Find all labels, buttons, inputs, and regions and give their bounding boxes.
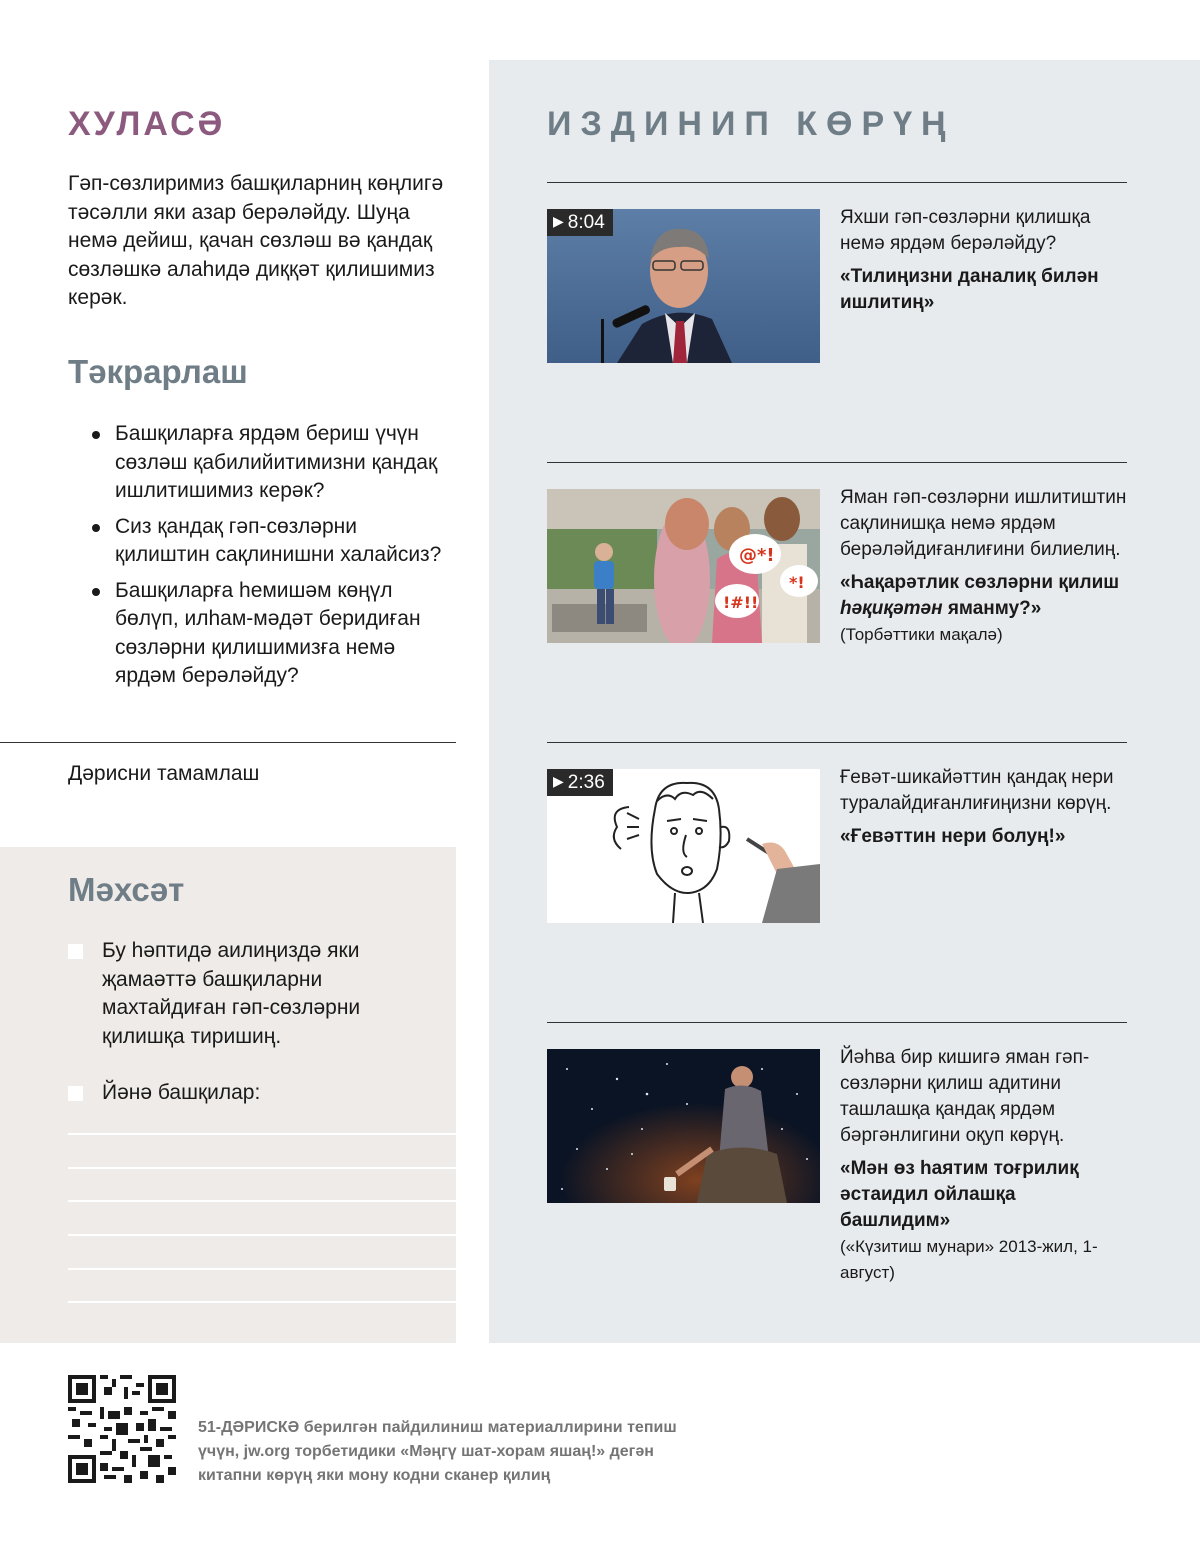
item-source: («Күзитиш мунари» 2013-жил, 1-август) <box>840 1237 1098 1282</box>
explore-item-text <box>840 205 1130 316</box>
explore-item-text <box>840 1045 1130 1286</box>
item-description: Яхши гәп-сөзләрни қилишқа немә ярдәм берәләйду? <box>840 207 1091 254</box>
goal-heading: Мәхсәт <box>68 871 185 908</box>
divider <box>547 1022 1127 1023</box>
write-line[interactable] <box>68 1301 456 1303</box>
qr-code-icon[interactable] <box>68 1375 176 1483</box>
item-title-link[interactable]: «Мән өз һаятим тоғрилиқ әстаидил ойлашқа башлидим» <box>840 1158 1079 1231</box>
bullet-icon <box>92 588 100 596</box>
duration-badge: ▶ 2:36 <box>547 769 613 796</box>
video-thumbnail-drawing[interactable] <box>547 769 820 923</box>
summary-text: Гәп-сөзлиримиз башқиларниң көңлигә тәсәлли яки азар берәләйду. Шуңа немә дейиш, қачан сөзләш вә қандақ сөзләшкә алаһидә диққәт қилишимиз керәк. <box>68 172 444 309</box>
play-icon: ▶ <box>553 773 564 789</box>
bullet-icon <box>92 524 100 532</box>
svg-text:!#!!: !#!! <box>723 593 759 612</box>
review-item: Башқиларға ярдәм бериш үчүн сөзләш қабилийитимизни қандақ ишлитишимиз керәк? <box>92 420 452 506</box>
duration-badge: ▶ 8:04 <box>547 209 613 236</box>
write-line[interactable] <box>68 1268 456 1270</box>
item-description: Йәһва бир кишигә яман гәп-сөзләрни қилиш адитини ташлашқа қандақ ярдәм бәргәнлигини оқуп көрүң. <box>840 1047 1090 1146</box>
divider <box>0 742 456 743</box>
play-icon: ▶ <box>553 213 564 229</box>
item-title-link[interactable]: «Һақарәтлик сөзләрни қилиш һәқиқәтән яманму?» <box>840 572 1120 619</box>
svg-text:*!: *! <box>789 573 805 592</box>
divider <box>547 462 1127 463</box>
goal-item-other[interactable]: Йәнә башқилар: <box>68 1079 438 1108</box>
bullet-icon <box>92 431 100 439</box>
teens-image <box>547 489 820 643</box>
item-title-link[interactable]: «Тилиңизни даналиқ билән ишлитиң» <box>840 266 1099 313</box>
review-item: Башқиларға һемишәм көңүл бөлүп, илһам-мәдәт беридиған сөзләрни қилишимизға немә ярдәм берәләйду? <box>92 577 452 691</box>
explore-item-text <box>840 485 1130 648</box>
complete-lesson-label: Дәрисни тамамлаш <box>68 762 260 785</box>
divider <box>547 742 1127 743</box>
summary-heading: ХУЛАСӘ <box>68 105 226 143</box>
footer-note: 51-ДӘРИСКӘ берилгән пайдилиниш материаллирини тепиш үчүн, jw.org торбетидики «Мәңгү шат-хорам яшаң!» дегән китапни көрүң яки мону кодни сканер қилиң <box>198 1419 677 1484</box>
explore-item-text <box>840 765 1130 850</box>
review-heading: Тәкрарлаш <box>68 353 248 390</box>
checkbox-icon[interactable] <box>68 1086 83 1101</box>
item-source: (Торбәттики мақалә) <box>840 625 1003 644</box>
write-line[interactable] <box>68 1167 456 1169</box>
write-line[interactable] <box>68 1234 456 1236</box>
item-title-link[interactable]: «Ғевәттин нери болуң!» <box>840 826 1066 847</box>
review-list <box>92 420 452 698</box>
checkbox-icon[interactable] <box>68 944 83 959</box>
explore-heading: ИЗДИНИП КӨРҮҢ <box>547 105 955 143</box>
item-description: Ғевәт-шикайәттин қандақ нери туралайдиғанлиғиңизни көрүң. <box>840 767 1114 814</box>
night-sky-image <box>547 1049 820 1203</box>
video-thumbnail-speaker[interactable] <box>547 209 820 363</box>
article-thumbnail-night[interactable] <box>547 1049 820 1203</box>
review-item: Сиз қандақ гәп-сөзләрни қилиштин сақлинишни халайсиз? <box>92 513 452 570</box>
item-description: Яман гәп-сөзләрни ишлитиштин сақлинишқа немә ярдәм берәләйдиғанлиғини билиелиң. <box>840 487 1127 560</box>
goal-item[interactable]: Бу һәптидә аилиңиздә яки җамаәттә башқиларни махтайдиған гәп-сөзләрни қилишқа тиришиң. <box>68 937 438 1051</box>
svg-text:@*!: @*! <box>739 545 775 566</box>
write-line[interactable] <box>68 1200 456 1202</box>
write-line[interactable] <box>68 1133 456 1135</box>
divider <box>547 182 1127 183</box>
article-thumbnail-teens[interactable] <box>547 489 820 643</box>
